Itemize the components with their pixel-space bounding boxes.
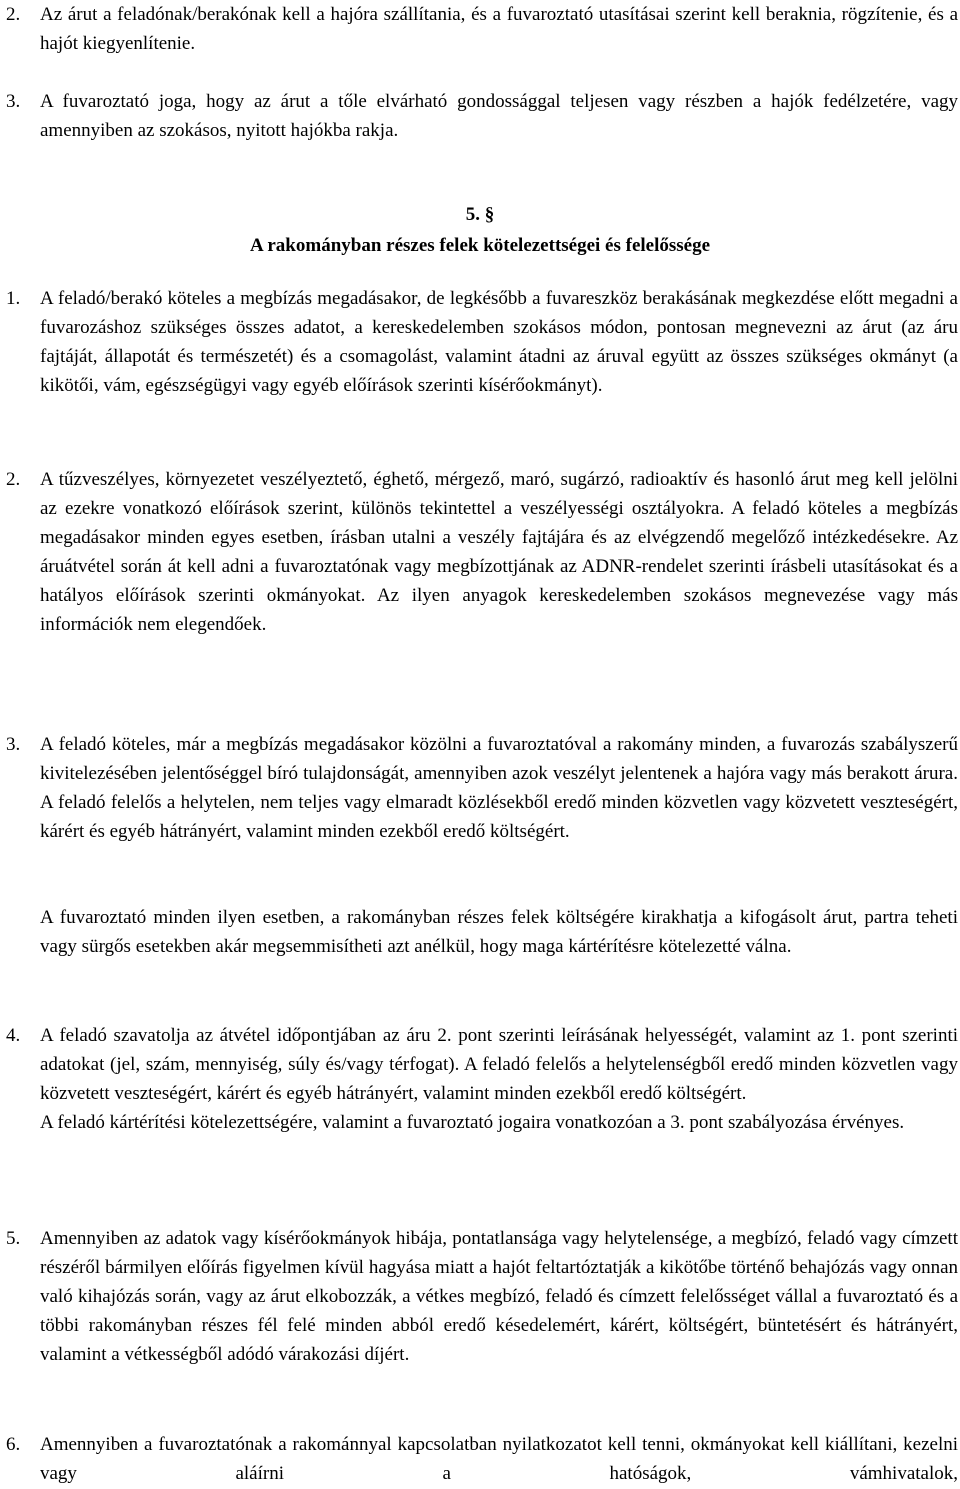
section-title: A rakományban részes felek kötelezettségei és felelőssége (249, 235, 711, 256)
list-item (6, 1430, 958, 1488)
paragraph: A fuvaroztató minden ilyen esetben, a rakományban részes felek költségére kirakhatja a kifogásolt árut, partra teheti vagy sürgős esetekben akár megsemmisítheti azt anélkül, hogy maga kártérítésre kötelezetté válna. (40, 907, 958, 957)
item-number: 2. (6, 469, 21, 490)
section-symbol: § (484, 204, 495, 225)
item-number: 1. (6, 288, 21, 309)
item-number: 3. (6, 91, 21, 112)
list-item (6, 1224, 958, 1369)
list-item (6, 87, 958, 145)
item-number: 6. (6, 1434, 21, 1455)
paragraph-group (40, 1021, 958, 1137)
paragraph: A feladó köteles, már a megbízás megadásakor közölni a fuvaroztatóval a rakomány minden, a fuvarozás szabályszerű kivitelezésében jelentőséggel bíró tulajdonságát, amennyiben azok veszélyt jelentenek a hajóra vagy más berakott árura. A feladó felelős a helytelen, nem teljes vagy elmaradt közlésekből eredő minden közvetlen vagy közvetett veszteségért, kárért és egyéb hátrányért, valamint minden ezekből eredő költségért. (40, 734, 958, 842)
section-number-text: 5. (465, 204, 480, 225)
paragraph: A feladó/berakó köteles a megbízás megadásakor, de legkésőbb a fuvareszköz berakásának megkezdése előtt megadni a fuvarozáshoz szükséges összes adatot, a kereskedelemben szokásos módon, pontosan megnevezni az árut (az áru fajtáját, állapotát és természetét) és a csomagolást, valamint átadni az áruval együtt az összes szükséges okmányt (a kikötői, vám, egészségügyi vagy egyéb előírások szerinti kísérőokmányt). (40, 288, 958, 396)
list-item (6, 284, 958, 400)
list-item (6, 730, 958, 846)
item-number: 2. (6, 4, 21, 25)
paragraph: Amennyiben a fuvaroztatónak a rakománnyal kapcsolatban nyilatkozatot kell tenni, okmányokat kell kiállítani, kezelni vagy aláírni a hatóságok, vámhivatalok, (40, 1434, 958, 1484)
paragraph: A feladó szavatolja az átvétel időpontjában az áru 2. pont szerinti leírásának helyességét, valamint az 1. pont szerinti adatokat (jel, szám, mennyiség, súly és/vagy térfogat). A feladó felelős a helytelenségből eredő minden közvetlen vagy közvetett veszteségért, kárért és egyéb hátrányért, valamint minden ezekből eredő költségért. (40, 1025, 958, 1104)
list-item (6, 0, 958, 58)
section-number (0, 200, 960, 229)
item-number: 3. (6, 734, 21, 755)
paragraph: A feladó kártérítési kötelezettségére, valamint a fuvaroztató jogaira vonatkozóan a 3. pont szabályozása érvényes. (40, 1112, 905, 1133)
item-number: 5. (6, 1228, 21, 1249)
item-number: 4. (6, 1025, 21, 1046)
paragraph: A fuvaroztató joga, hogy az árut a tőle elvárható gondossággal teljesen vagy részben a hajók fedélzetére, vagy amennyiben az szokásos, nyitott hajókba rakja. (40, 91, 958, 141)
paragraph: A tűzveszélyes, környezetet veszélyeztető, éghető, mérgező, maró, sugárzó, radioaktív és hasonló árut meg kell jelölni az ezekre vonatkozó előírások szerint, különös tekintettel a veszélyességi osztályokra. A feladó köteles a megbízás megadásakor minden egyes esetben, írásban utalni a veszély fajtájára és az elvégzendő megelőző intézkedésekre. Az áruátvétel során át kell adni a fuvaroztatónak vagy megbízottjának az ADNR-rendelet szerinti írásbeli utasításokat és a hatályos előírások szerinti okmányokat. Az ilyen anyagok kereskedelemben szokásos megnevezése vagy más információk nem elegendőek. (40, 469, 958, 635)
list-item (6, 465, 958, 639)
paragraph: Az árut a feladónak/berakónak kell a hajóra szállítania, és a fuvaroztató utasításai szerint kell beraknia, rögzítenie, és a hajót kiegyenlítenie. (40, 4, 958, 54)
paragraph: Amennyiben az adatok vagy kísérőokmányok hibája, pontatlansága vagy helytelensége, a megbízó, feladó vagy címzett részéről bármilyen előírás figyelmen kívül hagyása miatt a hajót feltartóztatják a kikötőbe történő behajózás vagy onnan való kihajózás során, vagy az árut elkobozzák, a vétkes megbízó, feladó és címzett felelősséget vállal a fuvaroztató és a többi rakományban részes fél felé minden abból eredő késedelemért, kárért, költségért, büntetésért és hátrányért, valamint a vétkességből adódó várakozási díjért. (40, 1228, 958, 1365)
list-item (6, 1021, 958, 1137)
